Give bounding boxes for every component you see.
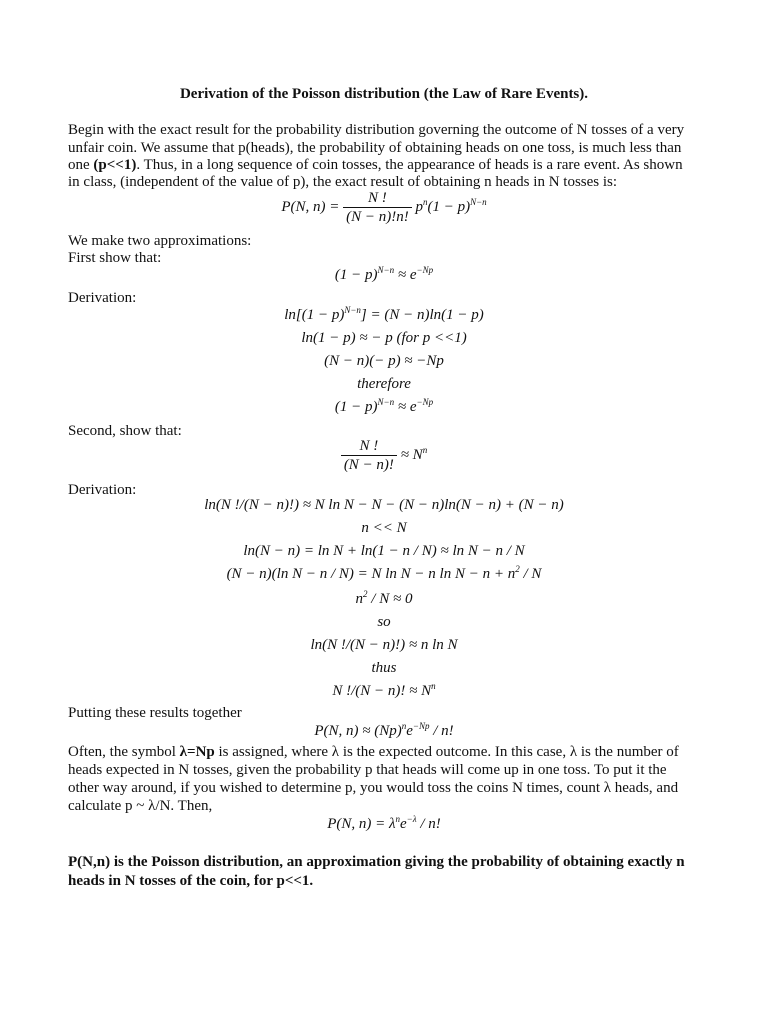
deriv1-line-4: therefore — [357, 376, 411, 392]
deriv1-line-1-exponent: N−n — [344, 305, 361, 315]
equation-first-b-exponent: −Np — [416, 265, 434, 275]
equation-final-b-exponent: −λ — [406, 814, 417, 824]
derivation-label-1: Derivation: — [68, 290, 137, 306]
deriv1-line-5-a: (1 − p) — [334, 399, 378, 415]
equation-final-a-exponent: n — [395, 814, 400, 824]
deriv2-line-6: so — [377, 614, 391, 630]
fraction-numerator: N ! — [368, 190, 387, 206]
deriv2-line-1: ln(N !/(N − n)!) ≈ N ln N − N − (N − n)ln(N − n) + (N − n) — [204, 497, 564, 513]
conclusion-line-2: heads in N tosses of the coin, for p<<1. — [68, 873, 314, 889]
equation-exact-q-exponent: N−n — [470, 196, 487, 207]
deriv1-line-5-exponent-2: −Np — [416, 397, 434, 407]
deriv2-line-8: thus — [371, 660, 397, 676]
intro-line-3 — [68, 156, 683, 174]
intro-line-3-pre: one — [68, 157, 94, 173]
equation-together-a: P(N, n) ≈ (Np) — [314, 723, 402, 739]
equation-first-a: (1 − p) — [334, 267, 378, 283]
deriv1-line-5-exponent: N−n — [377, 397, 395, 407]
equation-exact-fraction — [343, 189, 412, 226]
equation-first — [0, 265, 768, 285]
putting-together-label: Putting these results together — [68, 705, 242, 721]
equation-together — [0, 721, 768, 741]
often-line-1-pre: Often, the symbol — [68, 744, 180, 760]
intro-line-3-post: . Thus, in a long sequence of coin tosses, the appearance of heads is a rare event. As shown — [136, 157, 683, 173]
equation-final-a: P(N, n) = λ — [327, 816, 396, 832]
equation-final-b: e — [399, 816, 407, 832]
deriv2-line-5 — [0, 589, 768, 609]
deriv1-line-5 — [0, 397, 768, 417]
intro-line-4: in class, (independent of the value of p), the exact result of obtaining n heads in N tosses is: — [68, 174, 618, 190]
equation-exact-p-exponent: n — [422, 196, 428, 207]
deriv2-line-4 — [0, 564, 768, 584]
equation-final-c: / n! — [416, 816, 441, 832]
often-line-1-bold: λ=Np — [179, 744, 215, 760]
deriv2-line-3: ln(N − n) = ln N + ln(1 − n / N) ≈ ln N − n / N — [243, 543, 525, 559]
deriv2-line-5-exponent: 2 — [363, 589, 368, 599]
deriv1-line-1-b: ] = (N − n)ln(1 − p) — [360, 307, 484, 323]
deriv2-line-9-exponent: n — [431, 681, 436, 691]
deriv1-line-1 — [0, 305, 768, 325]
equation-exact — [0, 189, 768, 226]
intro-line-2: unfair coin. We assume that p(heads), the probability of obtaining heads on one toss, is much less than — [68, 140, 682, 156]
equation-first-b: ≈ e — [394, 267, 417, 283]
equation-exact-q: (1 − p) — [427, 198, 471, 215]
often-line-1-post: is assigned, where λ is the expected outcome. In this case, λ is the number of — [214, 744, 679, 760]
deriv2-line-5-b: / N ≈ 0 — [367, 591, 413, 607]
deriv1-line-2: ln(1 − p) ≈ − p (for p <<1) — [301, 330, 467, 346]
equation-together-b-exponent: −Np — [412, 721, 430, 731]
equation-final — [0, 814, 768, 834]
deriv1-line-3: (N − n)(− p) ≈ −Np — [324, 353, 444, 369]
equation-exact-p: p — [411, 198, 423, 215]
often-line-2: heads expected in N tosses, given the probability p that heads will come up in one toss. To put it the — [68, 762, 667, 778]
equation-second-rhs: ≈ N — [396, 446, 423, 463]
fraction-numerator: N ! — [359, 438, 379, 454]
conclusion-line-1: P(N,n) is the Poisson distribution, an approximation giving the probability of obtaining exactly n — [68, 854, 685, 870]
approx-intro: We make two approximations: — [68, 233, 252, 249]
second-show-label: Second, show that: — [68, 423, 182, 439]
equation-together-a-exponent: n — [401, 721, 407, 731]
equation-together-b: e — [406, 723, 413, 739]
deriv2-line-4-a: (N − n)(ln N − n / N) = N ln N − n ln N − n + n — [226, 566, 516, 582]
first-show-label: First show that: — [68, 250, 162, 266]
deriv2-line-4-exponent: 2 — [515, 564, 520, 574]
deriv2-line-9 — [0, 681, 768, 701]
deriv2-line-4-b: / N — [519, 566, 542, 582]
equation-exact-lhs: P(N, n) = — [281, 198, 344, 215]
equation-second — [0, 437, 768, 474]
often-line-3: other way around, if you wished to determine p, you would toss the coins N times, count λ heads, and — [68, 780, 679, 796]
deriv2-line-9-a: N !/(N − n)! ≈ N — [332, 683, 432, 699]
intro-line-1: Begin with the exact result for the probability distribution governing the outcome of N tosses of a very — [68, 122, 685, 138]
deriv2-line-5-a: n — [355, 591, 364, 607]
fraction-denominator: (N − n)! — [341, 455, 397, 474]
intro-line-3-bold: (p<<1) — [93, 157, 137, 173]
fraction-denominator: (N − n)!n! — [343, 207, 412, 226]
often-line-1 — [68, 743, 679, 761]
equation-together-c: / n! — [429, 723, 454, 739]
document-title: Derivation of the Poisson distribution (the Law of Rare Events). — [179, 86, 589, 102]
equation-second-fraction — [341, 437, 397, 474]
deriv1-line-5-b: ≈ e — [394, 399, 417, 415]
deriv2-line-7: ln(N !/(N − n)!) ≈ n ln N — [310, 637, 458, 653]
often-line-4: calculate p ~ λ/N. Then, — [68, 798, 213, 814]
derivation-label-2: Derivation: — [68, 482, 137, 498]
equation-first-a-exponent: N−n — [377, 265, 395, 275]
deriv1-line-1-a: ln[(1 − p) — [284, 307, 345, 323]
deriv2-line-2: n << N — [361, 520, 407, 536]
equation-second-rhs-exponent: n — [422, 444, 428, 455]
